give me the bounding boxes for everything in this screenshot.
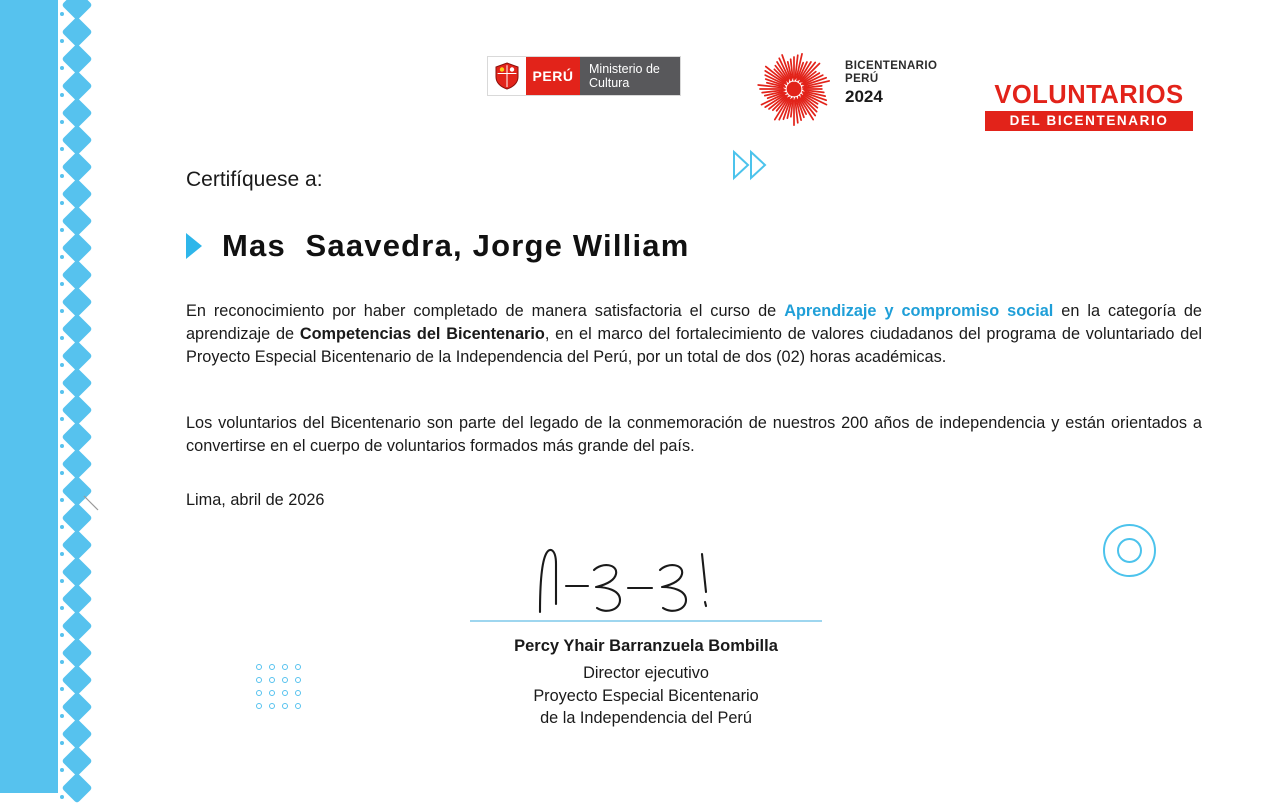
dot-shape bbox=[60, 444, 64, 448]
dot-shape bbox=[60, 768, 64, 772]
dot-shape bbox=[60, 120, 64, 124]
dot-shape bbox=[60, 12, 64, 16]
diamond-shape bbox=[61, 151, 92, 182]
recipient-name: Mas Saavedra, Jorge William bbox=[222, 228, 690, 263]
bicentenario-year: 2024 bbox=[845, 87, 883, 107]
grid-dot bbox=[269, 690, 275, 696]
course-name: Aprendizaje y compromiso social bbox=[784, 302, 1054, 320]
diamond-shape bbox=[61, 232, 92, 263]
role-line-2: Proyecto Especial Bicentenario bbox=[533, 686, 759, 705]
dot-shape bbox=[60, 687, 64, 691]
triangle-marker-icon bbox=[186, 233, 202, 259]
grid-dot bbox=[256, 677, 262, 683]
dot-shape bbox=[60, 606, 64, 610]
tick-mark-decoration-icon bbox=[82, 494, 100, 512]
diamond-pattern-column bbox=[58, 0, 100, 793]
diamond-shape bbox=[61, 205, 92, 236]
circle-decoration-icon bbox=[1103, 524, 1156, 577]
header-logos bbox=[0, 40, 1280, 128]
diamond-shape bbox=[61, 610, 92, 641]
diamond-shape bbox=[61, 448, 92, 479]
dot-shape bbox=[60, 525, 64, 529]
escudo-peru-icon bbox=[488, 57, 526, 95]
dot-shape bbox=[60, 282, 64, 286]
grid-dot bbox=[256, 690, 262, 696]
diamond-shape bbox=[61, 529, 92, 560]
diamond-shape bbox=[61, 745, 92, 776]
paragraph-legacy: Los voluntarios del Bicentenario son parte del legado de la conmemoración de nuestros 200 años de independencia y están orientados a convertirse en el cuerpo de voluntarios formados más grande del país. bbox=[186, 414, 1202, 456]
diamond-shape bbox=[61, 178, 92, 209]
dot-shape bbox=[60, 336, 64, 340]
dot-shape bbox=[60, 228, 64, 232]
diamond-shape bbox=[61, 367, 92, 398]
logo-voluntarios-bicentenario bbox=[985, 82, 1193, 134]
signatory-name: Percy Yhair Barranzuela Bombilla bbox=[514, 637, 778, 655]
diamond-shape bbox=[61, 556, 92, 587]
p1-part1: En reconocimiento por haber completado de manera satisfactoria el curso de bbox=[186, 302, 785, 320]
dot-shape bbox=[60, 309, 64, 313]
diamond-shape bbox=[61, 718, 92, 749]
grid-dot bbox=[269, 703, 275, 709]
bicentenario-burst-icon bbox=[753, 48, 835, 130]
dot-shape bbox=[60, 255, 64, 259]
bicentenario-line1: BICENTENARIO bbox=[845, 60, 938, 72]
grid-dot bbox=[295, 677, 301, 683]
p1-part3: , en el marco del fortalecimiento de valores ciudadanos del programa de voluntariado del Proyecto Especial Bicentenario de la Independencia del Perú, por un total de dos (02) horas académicas. bbox=[186, 325, 1202, 367]
voluntarios-top-label: VOLUNTARIOS bbox=[994, 81, 1184, 109]
diamond-shape bbox=[61, 691, 92, 722]
dot-shape bbox=[60, 552, 64, 556]
dot-shape bbox=[60, 579, 64, 583]
dot-shape bbox=[60, 714, 64, 718]
dot-shape bbox=[60, 417, 64, 421]
role-line-1: Director ejecutivo bbox=[583, 664, 709, 683]
left-decorative-band bbox=[0, 0, 58, 793]
logo-ministerio-label: Ministerio de Cultura bbox=[580, 57, 680, 95]
bicentenario-line2: PERÚ bbox=[845, 73, 879, 86]
circle-decoration-inner-icon bbox=[1117, 538, 1142, 563]
diamond-shape bbox=[61, 394, 92, 425]
role-line-3: de la Independencia del Perú bbox=[540, 709, 752, 728]
grid-dot bbox=[282, 664, 288, 670]
diamond-shape bbox=[61, 637, 92, 668]
dot-shape bbox=[60, 633, 64, 637]
signatory-role bbox=[470, 662, 822, 729]
signature-block bbox=[470, 530, 822, 730]
grid-dot bbox=[282, 677, 288, 683]
logo-bicentenario-peru bbox=[753, 40, 938, 140]
grid-dot bbox=[282, 690, 288, 696]
dot-shape bbox=[60, 471, 64, 475]
dot-shape bbox=[60, 660, 64, 664]
dot-shape bbox=[60, 498, 64, 502]
dot-shape bbox=[60, 741, 64, 745]
paragraph-recognition bbox=[186, 300, 1202, 369]
dot-shape bbox=[60, 363, 64, 367]
dot-shape bbox=[60, 174, 64, 178]
grid-dot bbox=[256, 703, 262, 709]
voluntarios-bottom-label: DEL BICENTENARIO bbox=[985, 111, 1193, 131]
double-chevron-icon bbox=[729, 148, 777, 182]
dot-grid-decoration bbox=[256, 664, 304, 712]
diamond-shape bbox=[61, 286, 92, 317]
grid-dot bbox=[256, 664, 262, 670]
grid-dot bbox=[269, 677, 275, 683]
logo-ministerio-cultura bbox=[487, 56, 681, 96]
bicentenario-text bbox=[845, 60, 937, 107]
place-and-date: Lima, abril de 2026 bbox=[186, 491, 325, 509]
signature-line bbox=[470, 620, 822, 622]
dot-shape bbox=[60, 147, 64, 151]
grid-dot bbox=[269, 664, 275, 670]
dot-shape bbox=[60, 795, 64, 799]
diamond-shape bbox=[61, 313, 92, 344]
diamond-shape bbox=[61, 340, 92, 371]
dot-shape bbox=[60, 201, 64, 205]
diamond-shape bbox=[61, 664, 92, 695]
grid-dot bbox=[295, 664, 301, 670]
recipient-row bbox=[186, 228, 690, 264]
salutation-text: Certifíquese a: bbox=[186, 168, 323, 191]
logo-peru-label: PERÚ bbox=[526, 57, 580, 95]
grid-dot bbox=[295, 703, 301, 709]
diamond-shape bbox=[61, 124, 92, 155]
p1-part2: en la categoría de aprendizaje de bbox=[186, 302, 1202, 344]
handwritten-signature bbox=[470, 530, 822, 620]
diamond-shape bbox=[61, 259, 92, 290]
category-name: Competencias del Bicentenario bbox=[299, 325, 545, 344]
diamond-shape bbox=[61, 772, 92, 803]
diamond-shape bbox=[61, 583, 92, 614]
grid-dot bbox=[295, 690, 301, 696]
grid-dot bbox=[282, 703, 288, 709]
dot-shape bbox=[60, 390, 64, 394]
diamond-shape bbox=[61, 421, 92, 452]
